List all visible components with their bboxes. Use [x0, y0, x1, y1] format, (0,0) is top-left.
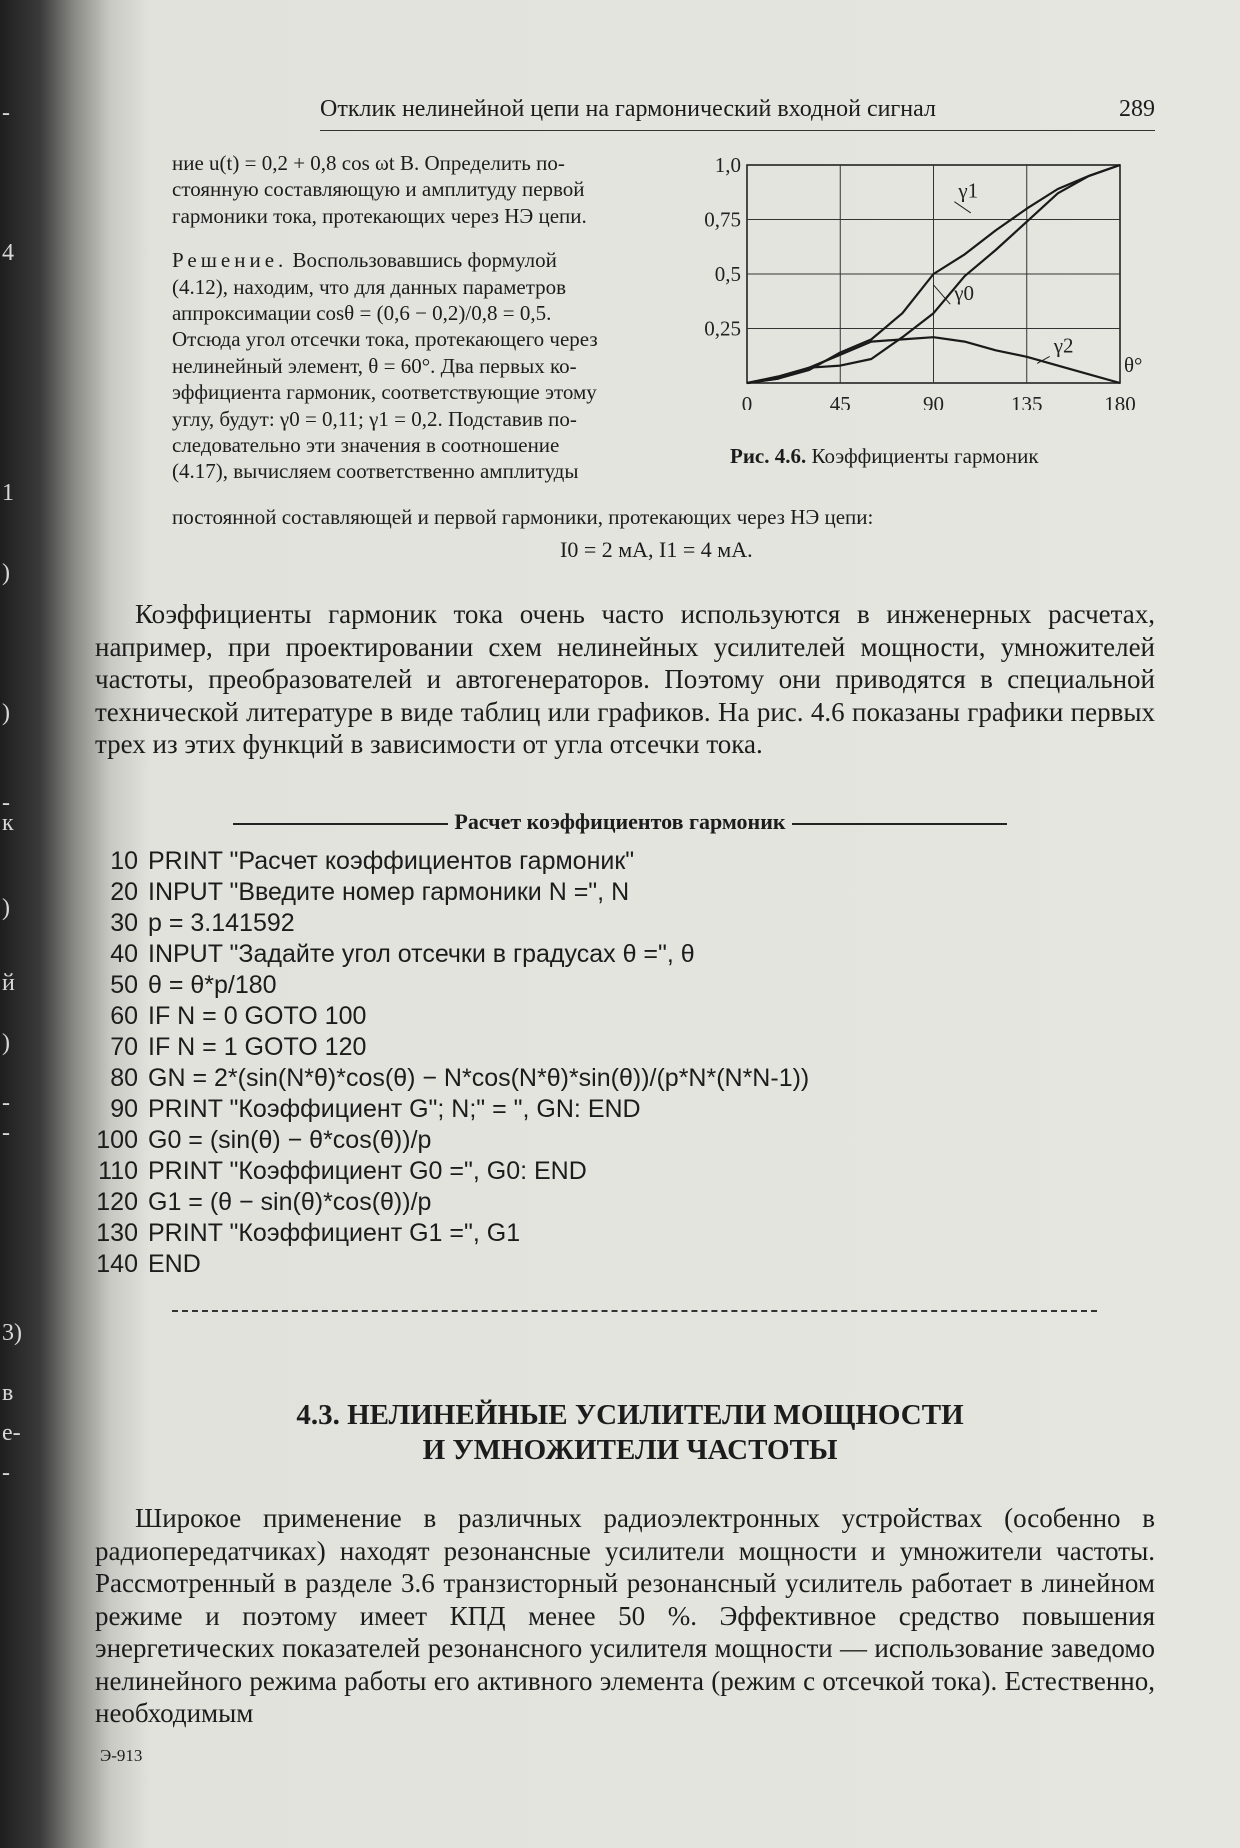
code-text: END — [148, 1250, 201, 1278]
listing-rule-left — [233, 823, 448, 825]
y-tick-label: 1,0 — [714, 153, 741, 177]
code-line — [88, 1032, 988, 1063]
code-line — [88, 1156, 988, 1187]
paragraph-amplifiers-text: Широкое применение в различных радиоэлектронных устройствах (особенно в радиопередатчиках) находят резонансные усилители мощности и умножители частоты. Рассмотренный в разделе 3.6 транзисторный резонансный усилитель работает в линейном режиме и поэтому имеет КПД менее 50 %. Эффективное средство повышения энергетических показателей резонансного усилителя мощности — использование заведомо нелинейного режима работы его активного элемента (режим с отсечкой тока). Естественно, необходимым — [95, 1503, 1155, 1728]
gutter-mark: ) — [2, 560, 10, 586]
line-number: 70 — [110, 1033, 138, 1061]
code-line — [88, 877, 988, 908]
running-title: Отклик нелинейной цепи на гармонический входной сигнал — [320, 96, 936, 122]
paragraph-harmonics-text: Коэффициенты гармоник тока очень часто используются в инженерных расчетах, например, при проектировании схем нелинейных усилителей мощности, умножителей частоты, преобразователей и автогенераторов. Поэтому они приводятся в специальной технической литературе в виде таблиц или графиков. На рис. 4.6 показаны графики первых трех из этих функций в зависимости от угла отсечки тока. — [95, 599, 1155, 759]
solution-word: Решение. — [172, 248, 288, 273]
code-line — [88, 1218, 988, 1249]
line-number: 10 — [110, 847, 138, 875]
line-number: 50 — [110, 971, 138, 999]
listing-rule-right — [792, 823, 1007, 825]
code-line — [88, 1063, 988, 1094]
example-solution — [172, 150, 692, 485]
gutter-mark: - — [2, 1090, 10, 1116]
line-number: 90 — [110, 1095, 138, 1123]
gutter-mark: 1 — [2, 480, 14, 506]
series-leader-line — [934, 285, 951, 304]
solution-line: Воспользовавшись формулой — [287, 248, 557, 273]
gutter-mark: - — [2, 1460, 10, 1486]
gutter-mark: в — [2, 1380, 14, 1406]
intro-line: ние u(t) = 0,2 + 0,8 cos ωt В. Определить по- — [172, 151, 565, 175]
code-text: GN = 2*(sin(N*θ)*cos(θ) − N*cos(N*θ)*sin(θ))/(p*N*(N*N-1)) — [148, 1064, 810, 1092]
x-axis-label: θ° — [1124, 353, 1143, 378]
gutter-mark: - — [2, 100, 10, 126]
caption-label: Рис. 4.6. — [730, 444, 807, 468]
line-number: 100 — [96, 1126, 138, 1154]
line-number: 60 — [110, 1002, 138, 1030]
code-line — [88, 939, 988, 970]
harmonic-chart — [690, 150, 1170, 410]
listing-title-text: Расчет коэффициентов гармоник — [454, 809, 786, 834]
code-text: PRINT "Коэффициент G"; N;" = ", GN: END — [148, 1095, 641, 1123]
code-text: p = 3.141592 — [148, 909, 295, 937]
code-text: IF N = 0 GOTO 100 — [148, 1002, 367, 1030]
line-number: 130 — [96, 1219, 138, 1247]
x-tick-label: 135 — [1011, 392, 1043, 410]
x-tick-label: 45 — [829, 392, 851, 410]
figure-caption — [730, 444, 1170, 469]
line-number: 30 — [110, 909, 138, 937]
intro-line: гармоники тока, протекающих через НЭ цепи. — [172, 203, 587, 228]
code-line — [88, 1094, 988, 1125]
gutter-mark: й — [2, 970, 15, 996]
printer-signature: Э-913 — [100, 1746, 143, 1765]
example-intro — [172, 150, 692, 229]
code-line — [88, 846, 988, 877]
paragraph-harmonics — [95, 598, 1155, 761]
section-heading-line2: И УМНОЖИТЕЛИ ЧАСТОТЫ — [422, 1434, 838, 1466]
gutter-mark: - — [2, 1120, 10, 1146]
gutter-mark: 3) — [2, 1320, 22, 1346]
caption-text: Коэффициенты гармоник — [806, 444, 1039, 468]
x-tick-label: 0 — [741, 392, 753, 410]
gutter-mark: - — [2, 790, 10, 816]
gutter-marks — [0, 0, 30, 1848]
line-number: 120 — [96, 1188, 138, 1216]
line-number: 40 — [110, 940, 138, 968]
solution-line: нелинейный элемент, θ = 60°. Два первых ко- — [172, 353, 577, 378]
code-line — [88, 1249, 988, 1280]
line-number: 80 — [110, 1064, 138, 1092]
code-line — [88, 1001, 988, 1032]
gutter-mark: ) — [2, 700, 10, 726]
code-text: PRINT "Коэффициент G1 =", G1 — [148, 1219, 521, 1247]
running-header — [320, 96, 1155, 131]
line-number: 110 — [98, 1157, 138, 1185]
y-tick-label: 0,5 — [714, 262, 741, 286]
solution-line: Отсюда угол отсечки тока, протекающего через — [172, 327, 598, 352]
code-text: G0 = (sin(θ) − θ*cos(θ))/p — [148, 1126, 432, 1154]
section-heading-line1: 4.3. НЕЛИНЕЙНЫЕ УСИЛИТЕЛИ МОЩНОСТИ — [296, 1399, 964, 1431]
gutter-mark: ) — [2, 895, 10, 921]
code-text: G1 = (θ − sin(θ)*cos(θ))/p — [148, 1188, 432, 1216]
code-text: INPUT "Задайте угол отсечки в градусах θ =", θ — [148, 940, 695, 968]
series-label: γ2 — [1053, 333, 1074, 358]
gutter-mark: е- — [2, 1420, 21, 1446]
solution-line: эффициента гармоник, соответствующие этому — [172, 380, 597, 405]
solution-line: углу, будут: γ0 = 0,11; γ1 = 0,2. Подставив по- — [172, 406, 577, 431]
solution-tail-line: постоянной составляющей и первой гармоники, протекающих через НЭ цепи: — [172, 505, 874, 529]
code-text: θ = θ*p/180 — [148, 971, 277, 999]
code-line — [88, 908, 988, 939]
series-label: γ0 — [954, 281, 975, 306]
x-tick-label: 90 — [923, 392, 944, 410]
code-text: PRINT "Коэффициент G0 =", G0: END — [148, 1157, 587, 1185]
solution-line: (4.17), вычисляем соответственно амплитуды — [172, 459, 579, 484]
page-number: 289 — [1119, 96, 1155, 122]
solution-line: (4.12), находим, что для данных параметров — [172, 274, 567, 299]
y-tick-label: 0,75 — [704, 207, 741, 232]
code-text: IF N = 1 GOTO 120 — [148, 1033, 367, 1061]
paragraph-amplifiers — [95, 1502, 1155, 1730]
series-leader-line — [954, 202, 970, 213]
solution-line: аппроксимации cosθ = (0,6 − 0,2)/0,8 = 0,5. — [172, 301, 552, 326]
code-line — [88, 970, 988, 1001]
harmonic-coefficients-figure — [690, 150, 1170, 480]
code-text: INPUT "Введите номер гармоники N =", N — [148, 878, 630, 906]
code-text: PRINT "Расчет коэффициентов гармоник" — [148, 847, 635, 875]
solution-line: следовательно эти значения в соотношение — [172, 433, 560, 458]
line-number: 140 — [96, 1250, 138, 1278]
listing-end-rule — [172, 1310, 1097, 1312]
code-line — [88, 1187, 988, 1218]
intro-line: стоянную составляющую и амплитуду первой — [172, 177, 585, 202]
series-label: γ1 — [958, 178, 979, 203]
code-line — [88, 1125, 988, 1156]
y-tick-label: 0,25 — [704, 316, 741, 341]
x-tick-label: 180 — [1104, 392, 1136, 410]
basic-listing — [88, 846, 988, 1280]
formula-text: I0 = 2 мА, I1 = 4 мА. — [560, 537, 753, 562]
listing-title — [220, 809, 1020, 839]
gutter-mark: ) — [2, 1030, 10, 1056]
gutter-mark: к — [2, 810, 14, 836]
solution-text — [172, 247, 692, 485]
gutter-mark: 4 — [2, 240, 14, 266]
line-number: 20 — [110, 878, 138, 906]
